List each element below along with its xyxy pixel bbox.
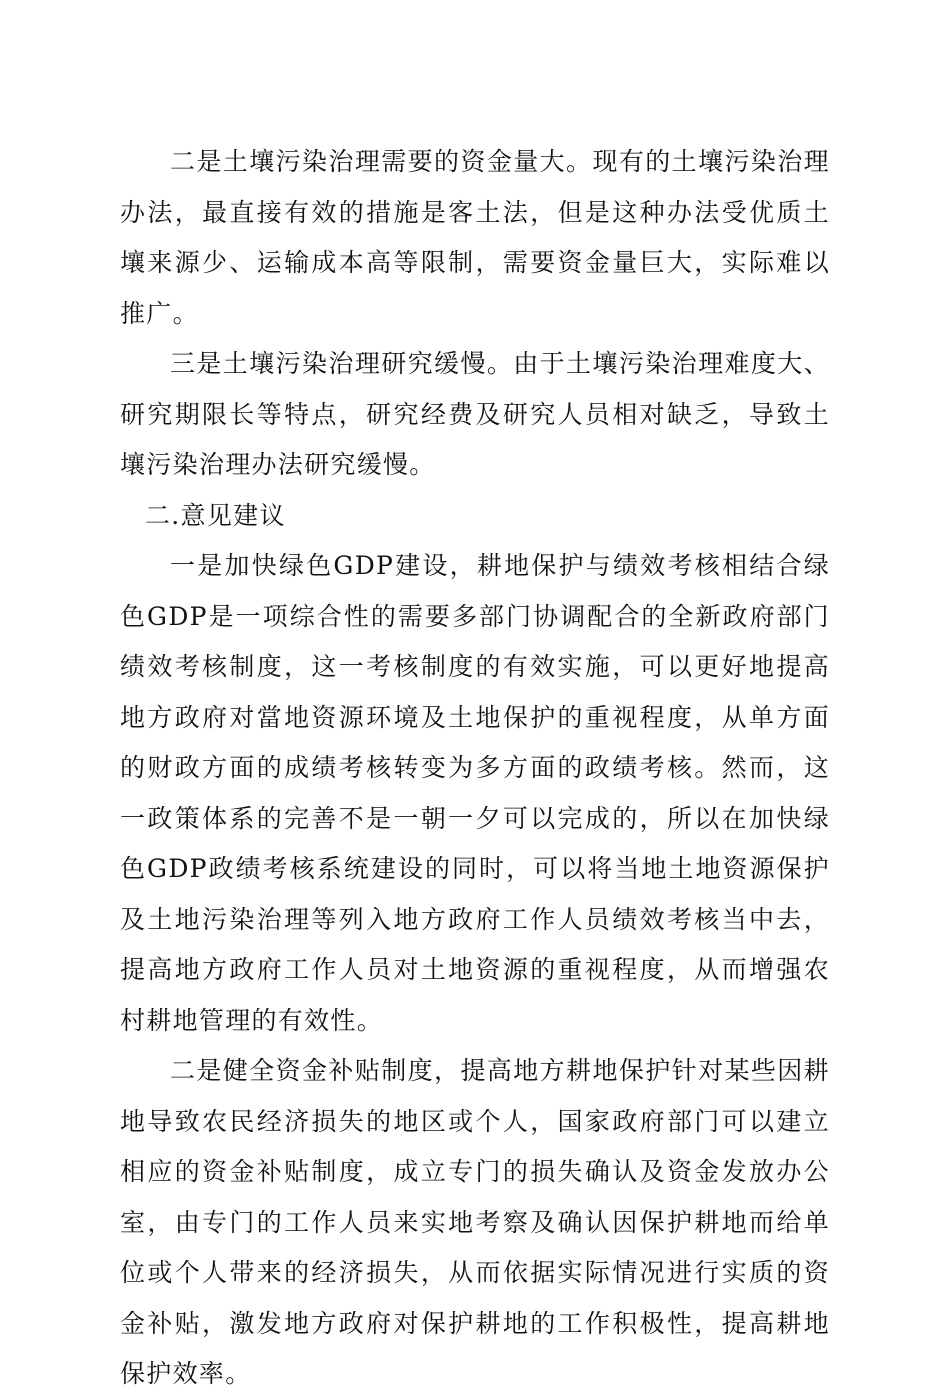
paragraph-funding: 二是土壤污染治理需要的资金量大。现有的土壤污染治理办法，最直接有效的措施是客土法，但是这种办法受优质土壤来源少、运输成本高等限制，需要资金量巨大，实际难以推广。: [120, 147, 830, 328]
paragraph-research: 三是土壤污染治理研究缓慢。由于土壤污染治理难度大、研究期限长等特点，研究经费及研究人员相对缺乏，导致土壤污染治理办法研究缓慢。: [120, 349, 830, 479]
document-body: [120, 137, 830, 1400]
paragraph-subsidy: 二是健全资金补贴制度，提高地方耕地保护针对某些因耕地导致农民经济损失的地区或个人，国家政府部门可以建立相应的资金补贴制度，成立专门的损失确认及资金发放办公室，由专门的工作人员来实地考察及确认因保护耕地而给单位或个人带来的经济损失，从而依据实际情况进行实质的资金补贴，激发地方政府对保护耕地的工作积极性，提高耕地保护效率。: [120, 1056, 830, 1388]
paragraph-green-gdp: 一是加快绿色GDP建设，耕地保护与绩效考核相结合绿色GDP是一项综合性的需要多部门协调配合的全新政府部门绩效考核制度，这一考核制度的有效实施，可以更好地提高地方政府对當地资源环境及土地保护的重视程度，从单方面的财政方面的成绩考核转变为多方面的政绩考核。然而，这一政策体系的完善不是一朝一夕可以完成的，所以在加快绿色GDP政绩考核系统建设的同时，可以将当地土地资源保护及土地污染治理等列入地方政府工作人员绩效考核当中去，提高地方政府工作人员对土地资源的重视程度，从而增强农村耕地管理的有效性。: [120, 551, 830, 1035]
section-heading: 二.意见建议: [145, 500, 286, 530]
